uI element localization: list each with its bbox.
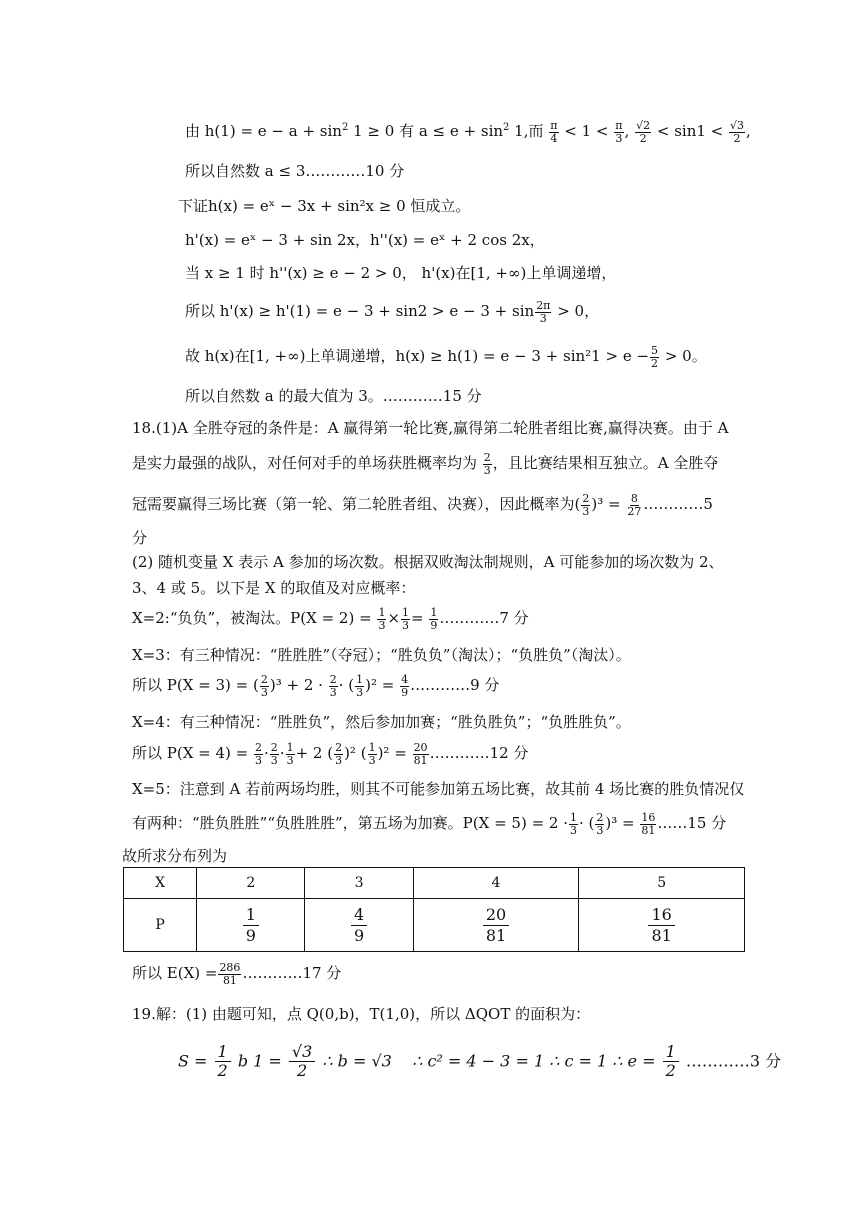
- q18-x3-cases: X=3：有三种情况：“胜胜胜”（夺冠）；“胜负负”（淘汰）；“负胜负”（淘汰）。: [132, 646, 631, 664]
- q18-x3-prob: 所以 P(X = 3) = ( $\frac{2}{3}$ )³ + 2 · $\frac{2}{3}$ · ( $\frac{1}{3}$ )² = $\frac{4}{9}$ …………9 分: [132, 673, 500, 699]
- q18-line-1: 18.(1)A 全胜夺冠的条件是：A 赢得第一轮比赛,赢得第二轮胜者组比赛,赢得决赛。由于 A: [132, 419, 729, 437]
- q18-x4-prob: 所以 P(X = 4) = $\frac{2}{3}$ · $\frac{2}{3}$ · $\frac{1}{3}$ + 2 ( $\frac{2}{3}$ )² ( $\frac{1}{3}$ )² = $\frac{20}{81}$ …………12 分: [132, 741, 529, 767]
- table-cell: $\frac{16}{81}$: [579, 899, 745, 952]
- fraction: $\frac{1}{2}$: [663, 1043, 679, 1081]
- table-cell: 3: [305, 868, 413, 899]
- fraction: $\frac{\pi}{4}$: [550, 119, 558, 145]
- fraction: $\frac{2}{3}$: [329, 673, 337, 699]
- fraction: $\frac{8}{27}$: [627, 492, 642, 518]
- table-cell: 4: [413, 868, 579, 899]
- table-cell: 5: [579, 868, 745, 899]
- proof-line-7: 故 h(x)在[1, +∞)上单调递增，h(x) ≥ h(1) = e − 3 + sin²1 > e − $\frac{5}{2}$ > 0。: [185, 344, 707, 370]
- fraction: $\frac{√2}{2}$: [636, 119, 651, 145]
- fraction: $\frac{4}{9}$: [401, 673, 409, 699]
- table-cell: P: [124, 899, 197, 952]
- q18-x2: X=2:“负负”，被淘汰。P(X = 2) = $\frac{1}{3}$ × $\frac{1}{3}$ = $\frac{1}{9}$ …………7 分: [132, 606, 529, 632]
- table-cell: 2: [197, 868, 305, 899]
- proof-line-8: 所以自然数 a 的最大值为 3。…………15 分: [185, 387, 482, 405]
- fraction: $\frac{2\pi}{3}$: [536, 299, 551, 325]
- q18-x5-line-1: X=5：注意到 A 若前两场均胜，则其不可能参加第五场比赛，故其前 4 场比赛的胜负情况仅: [132, 780, 745, 798]
- fraction: $\frac{2}{3}$: [270, 741, 278, 767]
- fraction: $\frac{1}{3}$: [356, 673, 364, 699]
- fraction: $\frac{1}{3}$: [378, 606, 386, 632]
- fraction: $\frac{1}{3}$: [402, 606, 410, 632]
- q18-line-5: (2) 随机变量 X 表示 A 参加的场次数。根据双败淘汰制规则，A 可能参加的场次数为 2、: [132, 553, 724, 571]
- distribution-title: 故所求分布列为: [122, 847, 228, 865]
- proof-line-4: h'(x) = eˣ − 3 + sin 2x，h''(x) = eˣ + 2 cos 2x，: [185, 231, 545, 249]
- table-cell: X: [124, 868, 197, 899]
- table-row: [124, 868, 745, 899]
- q19-line-1: 19.解：(1) 由题可知，点 Q(0,b)，T(1,0)，所以 ΔQOT 的面积为：: [132, 1005, 591, 1023]
- q18-line-2: 是实力最强的战队，对任何对手的单场获胜概率均为 $\frac{2}{3}$ ，且比赛结果相互独立。A 全胜夺: [132, 451, 719, 477]
- table-cell: $\frac{1}{9}$: [197, 899, 305, 952]
- table-cell: $\frac{4}{9}$: [305, 899, 413, 952]
- table-cell: $\frac{20}{81}$: [413, 899, 579, 952]
- fraction: $\frac{2}{3}$: [255, 741, 263, 767]
- proof-line-1: 由 $h(1) = e - a + \sin^2 1 \ge 0$ 有 $a \le e + \sin^2 1$,而 $\frac{\pi}{4}$ < 1 < $\frac{\pi}{3}$ , $\frac{√2}{2}$ < sin1 < $\frac{√3}{2}$ ,: [185, 119, 751, 145]
- proof-line-6: 所以 h'(x) ≥ h'(1) = e − 3 + sin2 > e − 3 + sin $\frac{2\pi}{3}$ > 0，: [185, 299, 600, 325]
- fraction: $\frac{2}{3}$: [483, 451, 491, 477]
- fraction: $\frac{1}{2}$: [215, 1043, 231, 1081]
- q18-x5-line-2: 有两种：“胜负胜胜”“负胜胜胜”，第五场为加赛。P(X = 5) = 2 · $\frac{1}{3}$ · ( $\frac{2}{3}$ )³ = $\frac{16}{81}$ ……15 分: [132, 811, 727, 837]
- fraction: $\frac{2}{3}$: [582, 492, 590, 518]
- table-row: [124, 899, 745, 952]
- fraction: $\frac{286}{81}$: [219, 961, 241, 987]
- q18-line-4: 分: [132, 529, 148, 547]
- proof-line-2: 所以自然数 a ≤ 3…………10 分: [185, 162, 405, 180]
- proof-line-5: 当 x ≥ 1 时 h''(x) ≥ e − 2 > 0， h'(x)在[1, +∞)上单调递增，: [185, 264, 617, 282]
- fraction: $\frac{2}{3}$: [335, 741, 343, 767]
- fraction: $\frac{1}{3}$: [569, 811, 577, 837]
- distribution-table: [123, 867, 745, 952]
- q18-x4-cases: X=4：有三种情况：“胜胜负”，然后参加加赛；“胜负胜负”；“负胜胜负”。: [132, 713, 631, 731]
- fraction: $\frac{16}{81}$: [641, 811, 656, 837]
- fraction: $\frac{2}{3}$: [596, 811, 604, 837]
- fraction: $\frac{1}{3}$: [368, 741, 376, 767]
- fraction: $\frac{√3}{2}$: [289, 1043, 315, 1081]
- fraction: $\frac{5}{2}$: [651, 344, 659, 370]
- fraction: $\frac{\pi}{3}$: [615, 119, 623, 145]
- fraction: $\frac{√3}{2}$: [730, 119, 745, 145]
- fraction: $\frac{1}{3}$: [286, 741, 294, 767]
- q18-line-6: 3、4 或 5。以下是 X 的取值及对应概率：: [132, 579, 416, 597]
- q19-line-2: S = $\frac{1}{2}$ b 1 = $\frac{√3}{2}$ ∴ b = √3 ∴ c² = 4 − 3 = 1 ∴ c = 1 ∴ e = $\frac{1}{2}$ …………3 分: [178, 1042, 782, 1081]
- q18-line-3: 冠需要赢得三场比赛（第一轮、第二轮胜者组、决赛），因此概率为( $\frac{2}{3}$ )³ = $\frac{8}{27}$ …………5: [132, 492, 713, 518]
- proof-line-3: 下证h(x) = eˣ − 3x + sin²x ≥ 0 恒成立。: [178, 197, 471, 215]
- fraction: $\frac{1}{9}$: [430, 606, 438, 632]
- fraction: $\frac{2}{3}$: [260, 673, 268, 699]
- fraction: $\frac{20}{81}$: [413, 741, 428, 767]
- expectation-line: 所以 E(X) = $\frac{286}{81}$ …………17 分: [132, 961, 342, 987]
